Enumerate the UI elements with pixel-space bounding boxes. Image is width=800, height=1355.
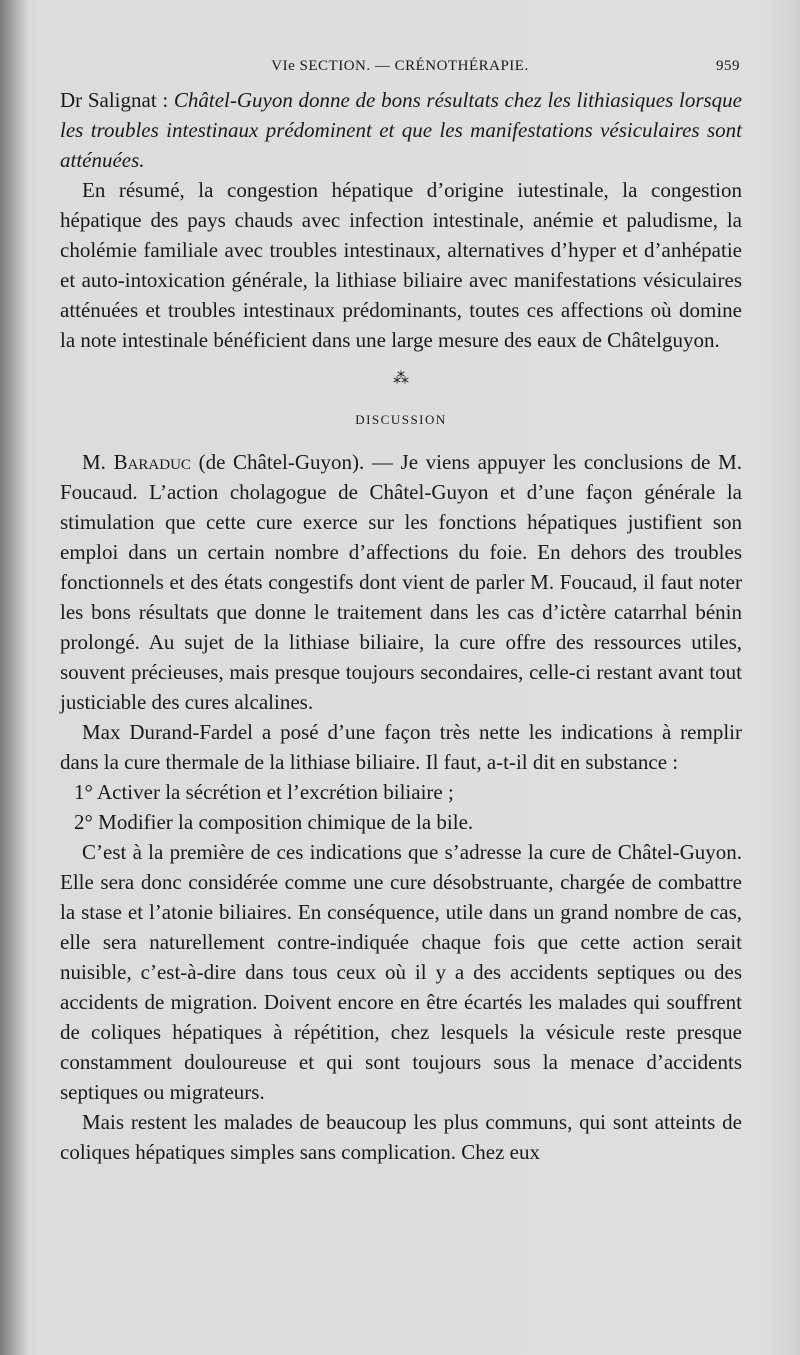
list-item: 1° Activer la sécrétion et l’excrétion biliaire ; bbox=[74, 780, 454, 804]
asterism: ⁂ bbox=[393, 370, 409, 387]
running-title: VIe SECTION. — CRÉNOTHÉRAPIE. bbox=[271, 58, 529, 74]
body-text bbox=[60, 85, 742, 1167]
paragraph-premiere: C’est à la première de ces indications que s’adresse la cure de Châtel-Guyon. Elle sera donc considérée comme une cure désobstruante, chargée de combattre la stase et l’atonie biliaires. En conséquence, utile dans un grand nombre de cas, elle sera naturellement contre-indiquée chaque fois que cette action serait nuisible, c’est-à-dire dans tous ceux où il y a des accidents septiques ou des accidents de migration. Doivent encore en être écartés les malades qui souffrent de coliques hépatiques à répétition, chez lesquels la vésicule reste presque constamment douloureuse et qui sont toujours sous la menace d’accidents septiques ou migrateurs. bbox=[60, 840, 742, 1104]
page-header bbox=[60, 58, 740, 82]
intro-speaker: Dr Salignat : bbox=[60, 88, 169, 112]
paragraph-resume: En résumé, la congestion hépatique d’origine iutestinale, la congestion hépatique des pays chauds avec infection intestinale, anémie et paludisme, la cholémie familiale avec troubles intestinaux, alternatives d’hyper et d’anhépatie et auto-intoxication générale, la lithiase biliaire avec manifestations vésiculaires atténuées et troubles intestinaux prédominants, toutes ces affections où domine la note intestinale bénéficient dans une large mesure des eaux de Châtelguyon. bbox=[60, 178, 742, 352]
page-number: 959 bbox=[716, 58, 740, 74]
paragraph-durand: Max Durand-Fardel a posé d’une façon très nette les indications à remplir dans la cure thermale de la lithiase biliaire. Il faut, a-t-il dit en substance : bbox=[60, 720, 742, 774]
speaker-name: Baraduc bbox=[113, 450, 191, 474]
paragraph-baraduc bbox=[60, 447, 742, 717]
section-heading: DISCUSSION bbox=[355, 412, 447, 427]
book-spine-shadow bbox=[0, 0, 28, 1355]
intro-text: Châtel-Guyon donne de bons résultats chez les lithiasiques lorsque les troubles intestinaux prédominent et que les manifestations vésiculaires sont atténuées. bbox=[60, 88, 742, 172]
list-item: 2° Modifier la composition chimique de la bile. bbox=[74, 810, 474, 834]
speaker-origin: (de Châtel-Guyon). bbox=[198, 450, 365, 474]
intro-paragraph bbox=[60, 85, 742, 175]
baraduc-text: — Je viens appuyer les conclusions de M. Foucaud. L’action cholagogue de Châtel-Guyon et d’une façon générale la stimulation que cette cure exerce sur les fonctions hépatiques justifient son emploi dans un certain nombre d’affections du foie. En dehors des troubles fonctionnels et des états congestifs dont vient de parler M. Foucaud, il faut noter les bons résultats que donne le traitement dans les cas d’ictère catarrhal bénin prolongé. Au sujet de la lithiase biliaire, la cure offre des ressources utiles, souvent précieuses, mais presque toujours secondaires, celle-ci restant avant tout justiciable des cures alcalines. bbox=[60, 450, 743, 714]
paragraph-mais: Mais restent les malades de beaucoup les plus communs, qui sont atteints de coliques hépatiques simples sans complication. Chez eux bbox=[60, 1110, 742, 1164]
speaker-prefix: M. bbox=[82, 450, 106, 474]
